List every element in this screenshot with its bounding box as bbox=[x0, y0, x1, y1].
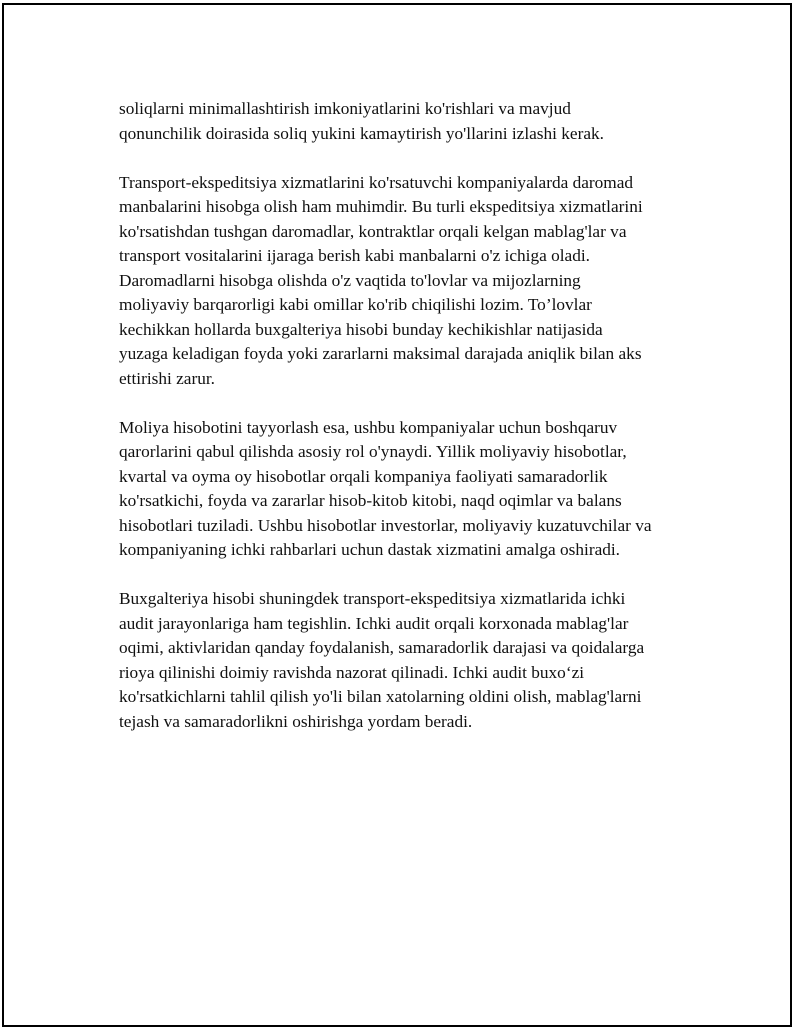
paragraph-3: Moliya hisobotini tayyorlash esa, ushbu kompaniyalar uchun boshqaruv qarorlarini qabul qilishda asosiy rol o'ynaydi. Yillik moliyaviy hisobotlar, kvartal va oyma oy hisobotlar orqali kompaniya faoliyati samaradorlik ko'rsatkichi, foyda va zararlar hisob-kitob kitobi, naqd oqimlar va balans hisobotlari tuziladi. Ushbu hisobotlar investorlar, moliyaviy kuzatuvchilar va kompaniyaning ichki rahbarlari uchun dastak xizmatini amalga oshiradi. bbox=[119, 417, 652, 559]
paragraph-2: Transport-ekspeditsiya xizmatlarini ko'rsatuvchi kompaniyalarda daromad manbalarini hisobga olish ham muhimdir. Bu turli ekspeditsiya xizmatlarini ko'rsatishdan tushgan daromadlar, kontraktlar orqali kelgan mablag'lar va transport vositalarini ijaraga berish kabi manbalarni o'z ichiga oladi. Daromadlarni hisobga olishda o'z vaqtida to'lovlar va mijozlarning moliyaviy barqarorligi kabi omillar ko'rib chiqilishi lozim. To’lovlar kechikkan hollarda buxgalteriya hisobi bunday kechikishlar natijasida yuzaga keladigan foyda yoki zararlarni maksimal darajada aniqlik bilan aks ettirishi zarur. bbox=[119, 172, 643, 388]
document-body bbox=[119, 97, 704, 759]
paragraph-4: Buxgalteriya hisobi shuningdek transport-ekspeditsiya xizmatlarida ichki audit jarayonlariga ham tegishlin. Ichki audit orqali korxonada mablag'lar oqimi, aktivlaridan qanday foydalanish, samaradorlik darajasi va qoidalarga rioya qilinishi doimiy ravishda nazorat qilinadi. Ichki audit buxo‘zi ko'rsatkichlarni tahlil qilish yo'li bilan xatolarning oldini olish, mablag'larni tejash va samaradorlikni oshirishga yordam beradi. bbox=[119, 589, 645, 731]
document-page bbox=[2, 3, 792, 1027]
paragraph-1: soliqlarni minimallashtirish imkoniyatlarini ko'rishlari va mavjud qonunchilik doirasida soliq yukini kamaytirish yo'llarini izlashi kerak. bbox=[119, 99, 604, 143]
